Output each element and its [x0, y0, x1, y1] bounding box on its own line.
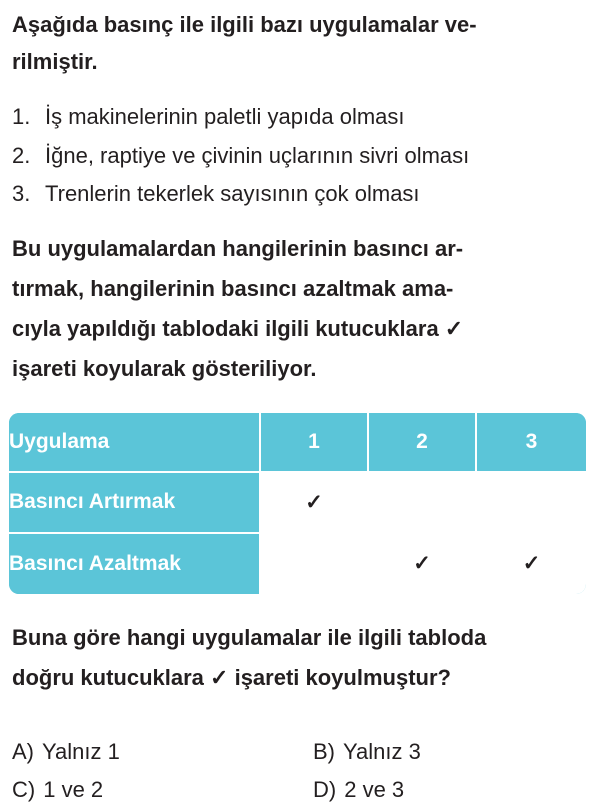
item-number: 3. — [12, 181, 31, 206]
checkbox-cell — [368, 472, 476, 533]
checkbox-cell — [476, 472, 586, 533]
intro-line-1: Aşağıda basınç ile ilgili bazı uygulamalar ve- — [12, 12, 477, 37]
option-c[interactable] — [12, 771, 103, 809]
question-line-1: Bu uygulamalardan hangilerinin basıncı ar- — [12, 236, 464, 261]
intro-line-2: rilmiştir. — [12, 49, 98, 74]
item-text: Trenlerin tekerlek sayısının çok olması — [45, 181, 420, 206]
option-d[interactable] — [313, 771, 404, 809]
option-text: 2 ve 3 — [344, 777, 405, 802]
option-a[interactable] — [12, 733, 120, 771]
row-label-azaltmak: Basıncı Azaltmak — [9, 533, 260, 594]
application-list — [12, 98, 469, 214]
item-text: İğne, raptiye ve çivinin uçlarının sivri olması — [45, 142, 470, 168]
header-uygulama: Uygulama — [9, 413, 260, 472]
option-text: Yalnız 3 — [343, 739, 421, 764]
option-letter: D) — [313, 777, 337, 802]
table-row — [9, 533, 586, 594]
final-question-line-2: doğru kutucuklara ✓ işareti koyulmuştur? — [12, 665, 451, 690]
header-col-2: 2 — [368, 413, 476, 472]
option-letter: C) — [12, 777, 36, 802]
question-line-3: cıyla yapıldığı tablodaki ilgili kutucuklara ✓ — [12, 316, 464, 341]
list-item — [12, 98, 469, 137]
list-item — [12, 137, 469, 176]
table-row — [9, 472, 586, 533]
checkbox-cell: ✓ — [260, 472, 368, 533]
header-col-1: 1 — [260, 413, 368, 472]
item-number: 1. — [12, 104, 31, 129]
checkbox-cell: ✓ — [368, 533, 476, 594]
intro-text — [12, 6, 590, 80]
row-label-artirmak: Basıncı Artırmak — [9, 472, 260, 533]
question-line-4: işareti koyularak gösteriliyor. — [12, 356, 317, 381]
header-col-3: 3 — [476, 413, 586, 472]
pressure-table — [9, 413, 586, 594]
question-text — [12, 229, 590, 389]
item-text: İş makinelerinin paletli yapıda olması — [45, 104, 405, 129]
list-item — [12, 175, 469, 214]
option-letter: A) — [12, 739, 34, 764]
table-header-row — [9, 413, 586, 472]
item-number: 2. — [12, 142, 31, 168]
question-line-2: tırmak, hangilerinin basıncı azaltmak ama- — [12, 276, 454, 301]
option-letter: B) — [313, 739, 335, 764]
option-b[interactable] — [313, 733, 421, 771]
final-question-line-1: Buna göre hangi uygulamalar ile ilgili tabloda — [12, 625, 487, 650]
checkbox-cell — [260, 533, 368, 594]
option-text: Yalnız 1 — [42, 739, 120, 764]
final-question — [12, 618, 592, 698]
checkbox-cell: ✓ — [476, 533, 586, 594]
option-text: 1 ve 2 — [43, 777, 104, 802]
